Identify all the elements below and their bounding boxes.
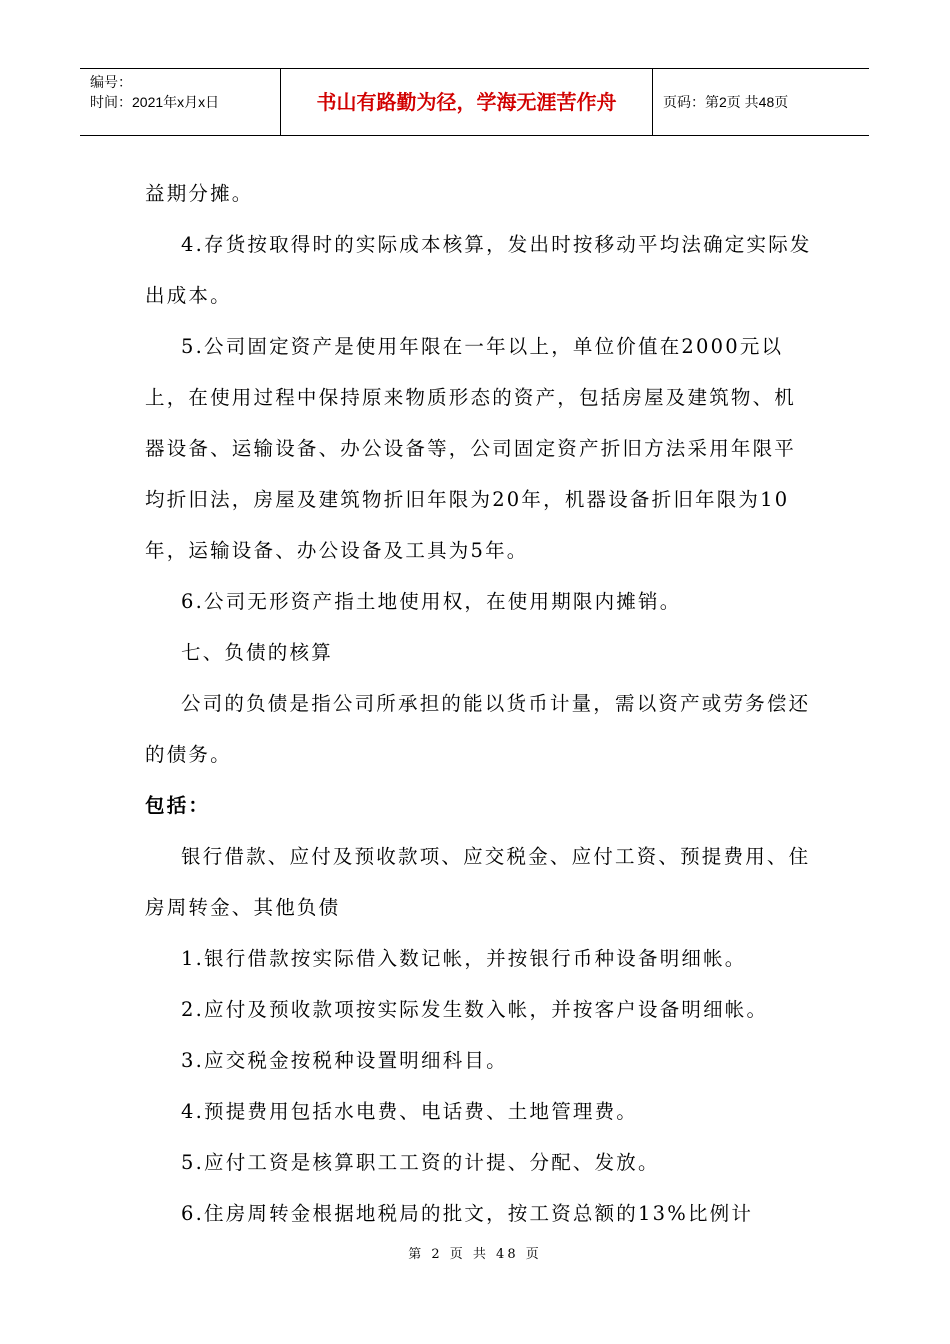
header-page-info: 页码：第2页 共48页 (663, 94, 789, 110)
paragraph-fixed-assets: 5.公司固定资产是使用年限在一年以上，单位价值在2000元以上，在使用过程中保持原来物质形态的资产，包括房屋及建筑物、机器设备、运输设备、办公设备等，公司固定资产折旧方法采用年限平均折旧法，房屋及建筑物折旧年限为20年，机器设备折旧年限为10年，运输设备、办公设备及工具为5年。 (145, 335, 797, 562)
label-includes: 包括： (145, 794, 211, 817)
paragraph-inventory: 4.存货按取得时的实际成本核算，发出时按移动平均法确定实际发出成本。 (145, 233, 812, 307)
list-item-housing-fund: 6.住房周转金根据地税局的批文，按工资总额的13%比例计 (181, 1202, 754, 1225)
paragraph-liabilities-definition: 公司的负债是指公司所承担的能以货币计量，需以资产或劳务偿还的债务。 (145, 692, 811, 766)
document-header (80, 68, 869, 136)
header-motto: 书山有路勤为径，学海无涯苦作舟 (281, 69, 653, 135)
list-item-payables: 2.应付及预收款项按实际发生数入帐，并按客户设备明细帐。 (181, 998, 769, 1021)
list-item-accrued-expenses: 4.预提费用包括水电费、电话费、土地管理费。 (181, 1100, 639, 1123)
list-item-bank-loans: 1.银行借款按实际借入数记帐，并按银行币种设备明细帐。 (181, 947, 747, 970)
header-meta-cell (80, 69, 281, 135)
section-heading-liabilities: 七、负债的核算 (181, 641, 333, 664)
document-body (145, 168, 815, 1239)
document-number-label: 编号： (90, 74, 132, 90)
paragraph-intangible-assets: 6.公司无形资产指土地使用权，在使用期限内摊销。 (181, 590, 682, 613)
page-footer: 第 2 页 共 48 页 (408, 1247, 542, 1262)
paragraph-liabilities-list: 银行借款、应付及预收款项、应交税金、应付工资、预提费用、住房周转金、其他负债 (145, 845, 811, 919)
list-item-taxes: 3.应交税金按税种设置明细科目。 (181, 1049, 508, 1072)
paragraph-continuation: 益期分摊。 (145, 182, 254, 205)
list-item-wages: 5.应付工资是核算职工工资的计提、分配、发放。 (181, 1151, 660, 1174)
document-time-label: 时间：2021年x月x日 (90, 94, 220, 110)
